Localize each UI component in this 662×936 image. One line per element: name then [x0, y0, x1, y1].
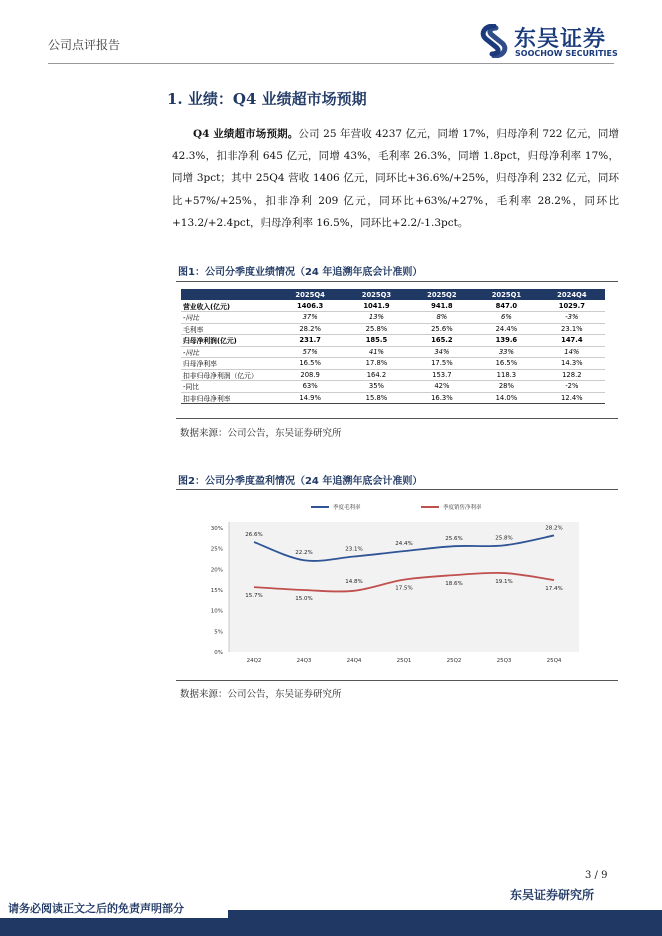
x-tick-label: 25Q3 — [496, 658, 512, 664]
table-cell: 153.7 — [410, 369, 475, 381]
table-cell: 13% — [343, 312, 409, 324]
table-cell: 28% — [474, 381, 539, 393]
table-cell: -同比 — [181, 346, 277, 358]
y-tick-label: 5% — [214, 629, 223, 636]
data-label: 14.8% — [345, 578, 363, 585]
table-header-cell: 2025Q1 — [474, 289, 539, 300]
header-divider — [48, 63, 614, 64]
data-label: 26.6% — [245, 532, 263, 539]
table-cell: 6% — [474, 312, 539, 324]
table-cell: 营业收入(亿元) — [181, 300, 277, 312]
chart-svg — [181, 494, 605, 671]
x-tick-label: 24Q4 — [346, 658, 362, 664]
x-tick-label: 24Q2 — [246, 658, 262, 664]
table-cell: 139.6 — [474, 335, 539, 347]
table-row — [181, 323, 605, 335]
table-row — [181, 346, 605, 358]
table-cell: 1406.3 — [277, 300, 343, 312]
figure2-top-rule — [176, 489, 618, 490]
figure2-source: 数据来源：公司公告，东吴证券研究所 — [180, 689, 342, 700]
data-label: 15.7% — [245, 593, 263, 600]
table-cell: 847.0 — [474, 300, 539, 312]
table-cell: 185.5 — [343, 335, 409, 347]
figure1-bottom-rule — [176, 418, 618, 419]
table-cell: 17.8% — [343, 358, 409, 370]
x-tick-label: 24Q3 — [296, 658, 312, 664]
table-header-cell: 2025Q2 — [410, 289, 475, 300]
table-header-cell: 2025Q4 — [277, 289, 343, 300]
x-tick-label: 25Q4 — [546, 658, 562, 664]
data-label: 23.1% — [345, 546, 363, 553]
table-cell: 35% — [343, 381, 409, 393]
table-cell: 归母净利率 — [181, 358, 277, 370]
paragraph-lead: Q4 业绩超市场预期。 — [193, 128, 299, 140]
table-cell: 17.5% — [410, 358, 475, 370]
table-header-row — [181, 289, 605, 300]
table-row — [181, 300, 605, 312]
table-header-cell: 2025Q3 — [343, 289, 409, 300]
data-label: 25.6% — [445, 536, 463, 543]
table-cell: 扣非归母净利率 — [181, 392, 277, 404]
table-cell: 14.0% — [474, 392, 539, 404]
table-cell: -同比 — [181, 312, 277, 324]
data-label: 25.8% — [495, 535, 513, 542]
table-header-cell — [181, 289, 277, 300]
table-row — [181, 312, 605, 324]
report-type-label: 公司点评报告 — [48, 38, 121, 52]
section-title: 1. 业绩：Q4 业绩超市场预期 — [167, 90, 367, 108]
data-label: 28.2% — [545, 525, 563, 532]
table-cell: 37% — [277, 312, 343, 324]
table-cell: 16.5% — [474, 358, 539, 370]
page-number: 3 / 9 — [585, 870, 608, 881]
logo-chinese-name: 东吴证券 — [514, 27, 607, 52]
table-cell: 42% — [410, 381, 475, 393]
table-cell: 128.2 — [539, 369, 605, 381]
table-cell: 16.5% — [277, 358, 343, 370]
table-cell: -同比 — [181, 381, 277, 393]
footer-institute: 东吴证券研究所 — [510, 888, 595, 902]
table-cell: 扣非归母净利润（亿元） — [181, 369, 277, 381]
table-cell: 16.3% — [410, 392, 475, 404]
table-cell: 25.6% — [410, 323, 475, 335]
table-cell: 24.4% — [474, 323, 539, 335]
table-cell: 231.7 — [277, 335, 343, 347]
legend-label: 季度销售净利率 — [443, 505, 482, 511]
data-label: 18.6% — [445, 581, 463, 588]
table-cell: 毛利率 — [181, 323, 277, 335]
data-label: 15.0% — [295, 596, 313, 602]
quarterly-performance-table — [181, 289, 605, 404]
y-tick-label: 10% — [210, 608, 223, 615]
table-cell: 14.3% — [539, 358, 605, 370]
logo-mark-icon — [478, 24, 510, 58]
table-cell: 118.3 — [474, 369, 539, 381]
table-cell: 28.2% — [277, 323, 343, 335]
table-row — [181, 381, 605, 393]
table-cell: 34% — [410, 346, 475, 358]
y-tick-label: 0% — [214, 650, 223, 656]
y-tick-label: 25% — [210, 546, 223, 553]
figure1-title: 图1：公司分季度业绩情况（24 年追溯年底会计准则） — [178, 267, 423, 278]
figure1-top-rule — [176, 281, 618, 282]
x-tick-label: 25Q1 — [396, 658, 412, 664]
table-cell: -2% — [539, 381, 605, 393]
y-tick-label: 15% — [210, 588, 223, 594]
company-logo — [478, 22, 618, 62]
figure2-title: 图2：公司分季度盈利情况（24 年追溯年底会计准则） — [178, 476, 423, 487]
table-cell: 33% — [474, 346, 539, 358]
y-tick-label: 30% — [210, 526, 223, 532]
table-cell: 23.1% — [539, 323, 605, 335]
figure2-bottom-rule — [176, 680, 618, 681]
data-label: 22.2% — [295, 550, 313, 557]
margin-line-chart — [181, 494, 605, 671]
legend-label: 季度毛利率 — [333, 505, 361, 511]
table-cell: 归母净利润(亿元) — [181, 335, 277, 347]
table-cell: 57% — [277, 346, 343, 358]
data-label: 17.5% — [395, 585, 413, 592]
figure1-source: 数据来源：公司公告，东吴证券研究所 — [180, 428, 342, 439]
table-cell: 941.8 — [410, 300, 475, 312]
y-tick-label: 20% — [210, 567, 223, 574]
table-cell: 147.4 — [539, 335, 605, 347]
data-label: 24.4% — [395, 541, 413, 548]
table-cell: 1029.7 — [539, 300, 605, 312]
table-cell: 165.2 — [410, 335, 475, 347]
table-cell: 25.8% — [343, 323, 409, 335]
data-label: 17.4% — [545, 586, 563, 593]
table-header-cell: 2024Q4 — [539, 289, 605, 300]
x-tick-label: 25Q2 — [446, 658, 462, 664]
table-cell: 15.8% — [343, 392, 409, 404]
table-cell: 164.2 — [343, 369, 409, 381]
paragraph-body: 公司 25 年营收 4237 亿元，同增 17%，归母净利 722 亿元，同增 42.3%，扣非净利 645 亿元，同增 43%，毛利率 26.3%，同增 1.8pct，归母净利率 17%，同增 3pct；其中 25Q4 营收 1406 亿元，同环比+36.6%/+25%，归母净利 232 亿元，同环比+57%/+25%，扣非净利 209 亿元，同环比+63%/+27%，毛利率 28.2%，同环比+13.2/+2.4pct，归母净利率 16.5%，同环比+2.2/-1.3pct。 — [172, 128, 619, 229]
table-cell: 41% — [343, 346, 409, 358]
table-cell: 208.9 — [277, 369, 343, 381]
summary-paragraph — [172, 123, 619, 234]
table-cell: -3% — [539, 312, 605, 324]
table-cell: 14.9% — [277, 392, 343, 404]
table-cell: 63% — [277, 381, 343, 393]
table-row — [181, 369, 605, 381]
logo-english-name: SOOCHOW SECURITIES — [515, 49, 618, 58]
table-row — [181, 335, 605, 347]
table-cell: 12.4% — [539, 392, 605, 404]
table-cell: 8% — [410, 312, 475, 324]
table-cell: 14% — [539, 346, 605, 358]
table-row — [181, 358, 605, 370]
data-label: 19.1% — [495, 579, 513, 586]
table-row — [181, 392, 605, 404]
table-cell: 1041.9 — [343, 300, 409, 312]
footer-disclaimer: 请务必阅读正文之后的免责声明部分 — [8, 902, 184, 915]
